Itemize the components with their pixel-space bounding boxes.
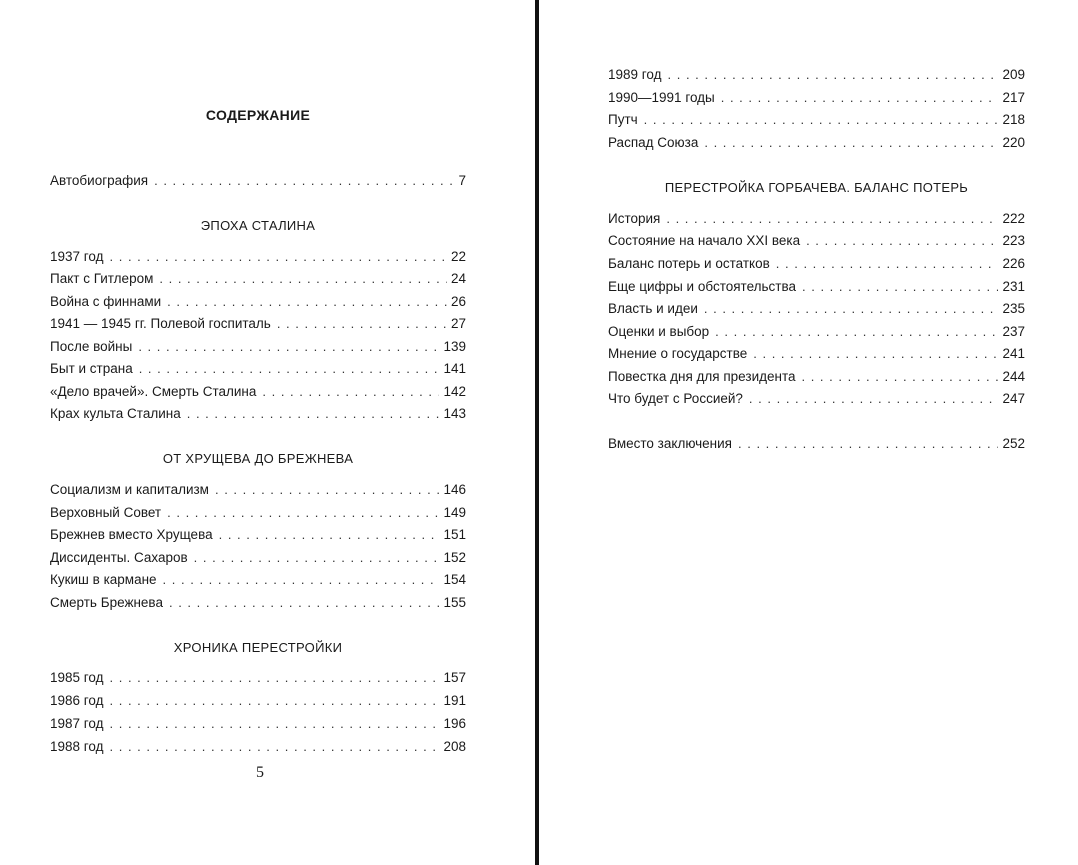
- toc-entry-label: Кукиш в кармане: [50, 572, 157, 587]
- toc-entry[interactable]: [50, 691, 466, 711]
- toc-entry-page: 151: [443, 527, 466, 542]
- toc-entry-label: Автобиография: [50, 173, 149, 188]
- toc-entry-page: 152: [443, 550, 466, 565]
- toc-entry[interactable]: [608, 389, 1025, 409]
- toc-entry-page: 231: [1002, 279, 1025, 294]
- toc-entry[interactable]: [50, 525, 466, 545]
- toc-entry-page: 220: [1002, 135, 1025, 150]
- page-number: 5: [256, 764, 264, 781]
- toc-leader-dots: [721, 88, 999, 108]
- toc-entry-label: Война с финнами: [50, 294, 162, 309]
- toc-entry-label: 1985 год: [50, 670, 104, 685]
- toc-entry-label: 1990—1991 годы: [608, 90, 715, 105]
- toc-entry-page: 149: [443, 505, 466, 520]
- toc-leader-dots: [668, 65, 999, 85]
- toc-leader-dots: [194, 548, 440, 568]
- page-gutter-divider: [533, 0, 541, 865]
- toc-leader-dots: [187, 404, 440, 424]
- toc-entry[interactable]: [50, 480, 466, 500]
- toc-entry[interactable]: [50, 548, 466, 568]
- toc-entry-label: Оценки и выбор: [608, 324, 710, 339]
- toc-entry[interactable]: [608, 110, 1025, 130]
- toc-entry-label: Состояние на начало XXI века: [608, 233, 801, 248]
- toc-entry-page: 143: [443, 406, 466, 421]
- toc-entry[interactable]: [50, 314, 466, 334]
- toc-entry-label: «Дело врачей». Смерть Сталина: [50, 384, 257, 399]
- toc-leader-dots: [110, 714, 440, 734]
- toc-entry-page: 209: [1002, 67, 1025, 82]
- toc-leader-dots: [139, 359, 440, 379]
- toc-entry-label: 1941 — 1945 гг. Полевой госпиталь: [50, 316, 271, 331]
- toc-entry-page: 218: [1002, 112, 1025, 127]
- left-page: [0, 0, 533, 865]
- toc-entry[interactable]: [608, 322, 1025, 342]
- toc-entry[interactable]: [50, 404, 466, 424]
- toc-entry[interactable]: [608, 344, 1025, 364]
- toc-entry-label: Брежнев вместо Хрущева: [50, 527, 213, 542]
- toc-entry[interactable]: [608, 254, 1025, 274]
- toc-entry-page: 139: [443, 339, 466, 354]
- toc-entry-label: 1989 год: [608, 67, 662, 82]
- toc-entry-page: 22: [450, 249, 466, 264]
- toc-entry-label: Мнение о государстве: [608, 346, 748, 361]
- toc-entry-page: 241: [1002, 346, 1025, 361]
- toc-leader-dots: [715, 322, 998, 342]
- toc-entry[interactable]: [50, 668, 466, 688]
- section-heading: ПЕРЕСТРОЙКА ГОРБАЧЕВА. БАЛАНС ПОТЕРЬ: [664, 180, 969, 195]
- toc-entry-label: Власть и идеи: [608, 301, 698, 316]
- toc-entry-page: 244: [1002, 369, 1025, 384]
- toc-entry-label: Что будет с Россией?: [608, 391, 743, 406]
- toc-entry[interactable]: [608, 231, 1025, 251]
- toc-leader-dots: [644, 110, 999, 130]
- section-heading: ОТ ХРУЩЕВА ДО БРЕЖНЕВА: [162, 451, 354, 466]
- toc-entry[interactable]: [50, 503, 466, 523]
- toc-entry[interactable]: [50, 714, 466, 734]
- toc-entry[interactable]: [608, 133, 1025, 153]
- toc-leader-dots: [110, 691, 440, 711]
- toc-entry-label: Верховный Совет: [50, 505, 162, 520]
- toc-entry-label: Путч: [608, 112, 638, 127]
- toc-entry-page: 27: [450, 316, 466, 331]
- toc-entry-label: Повестка дня для президента: [608, 369, 796, 384]
- toc-entry-label: 1986 год: [50, 693, 104, 708]
- toc-entry[interactable]: [608, 65, 1025, 85]
- toc-entry-label: После войны: [50, 339, 133, 354]
- toc-leader-dots: [167, 292, 447, 312]
- toc-entry[interactable]: [608, 434, 1025, 454]
- toc-entry-label: История: [608, 211, 661, 226]
- toc-entry[interactable]: [608, 209, 1025, 229]
- toc-entry-label: Смерть Брежнева: [50, 595, 163, 610]
- toc-entry[interactable]: [50, 593, 466, 613]
- toc-entry-label: Диссиденты. Сахаров: [50, 550, 188, 565]
- toc-leader-dots: [738, 434, 998, 454]
- toc-entry-page: 154: [443, 572, 466, 587]
- toc-leader-dots: [749, 389, 999, 409]
- toc-entry[interactable]: [50, 382, 466, 402]
- toc-leader-dots: [704, 133, 998, 153]
- toc-leader-dots: [215, 480, 440, 500]
- toc-leader-dots: [167, 503, 439, 523]
- toc-entry-page: 155: [443, 595, 466, 610]
- toc-entry-page: 157: [443, 670, 466, 685]
- toc-entry-page: 7: [458, 173, 466, 188]
- toc-leader-dots: [219, 525, 440, 545]
- toc-leader-dots: [110, 668, 440, 688]
- toc-entry[interactable]: [608, 367, 1025, 387]
- toc-leader-dots: [277, 314, 447, 334]
- toc-leader-dots: [163, 570, 440, 590]
- toc-entry-page: 226: [1002, 256, 1025, 271]
- toc-entry-page: 142: [443, 384, 466, 399]
- toc-leader-dots: [704, 299, 999, 319]
- toc-entry-page: 191: [443, 693, 466, 708]
- toc-entry-page: 252: [1002, 436, 1025, 451]
- toc-leader-dots: [110, 737, 440, 757]
- toc-entry-page: 196: [443, 716, 466, 731]
- toc-entry[interactable]: [50, 359, 466, 379]
- toc-entry-label: 1987 год: [50, 716, 104, 731]
- toc-leader-dots: [806, 231, 998, 251]
- toc-entry[interactable]: [608, 88, 1025, 108]
- toc-entry-page: 235: [1002, 301, 1025, 316]
- toc-entry-page: 222: [1002, 211, 1025, 226]
- toc-entry[interactable]: [50, 570, 466, 590]
- toc-leader-dots: [110, 247, 447, 267]
- toc-title: СОДЕРЖАНИЕ: [205, 107, 311, 123]
- toc-entry-label: Быт и страна: [50, 361, 133, 376]
- toc-leader-dots: [666, 209, 998, 229]
- toc-entry-page: 208: [443, 739, 466, 754]
- toc-entry-page: 247: [1002, 391, 1025, 406]
- toc-entry-label: Социализм и капитализм: [50, 482, 209, 497]
- toc-entry-page: 24: [450, 271, 466, 286]
- toc-entry[interactable]: [608, 277, 1025, 297]
- section-heading: ХРОНИКА ПЕРЕСТРОЙКИ: [173, 640, 343, 655]
- toc-entry[interactable]: [50, 337, 466, 357]
- toc-entry[interactable]: [50, 737, 466, 757]
- toc-leader-dots: [776, 254, 999, 274]
- toc-entry-page: 141: [443, 361, 466, 376]
- toc-leader-dots: [154, 171, 454, 191]
- toc-entry[interactable]: [50, 292, 466, 312]
- toc-leader-dots: [159, 269, 447, 289]
- toc-entry-page: 223: [1002, 233, 1025, 248]
- toc-leader-dots: [802, 277, 998, 297]
- toc-leader-dots: [753, 344, 998, 364]
- toc-entry-page: 146: [443, 482, 466, 497]
- toc-entry-label: 1988 год: [50, 739, 104, 754]
- toc-entry[interactable]: [50, 247, 466, 267]
- toc-entry-label: Пакт с Гитлером: [50, 271, 154, 286]
- toc-entry-label: 1937 год: [50, 249, 104, 264]
- toc-entry-label: Крах культа Сталина: [50, 406, 181, 421]
- toc-entry-page: 217: [1002, 90, 1025, 105]
- toc-entry-label: Вместо заключения: [608, 436, 732, 451]
- toc-leader-dots: [138, 337, 439, 357]
- toc-leader-dots: [801, 367, 998, 387]
- toc-entry-label: Баланс потерь и остатков: [608, 256, 770, 271]
- toc-entry-label: Еще цифры и обстоятельства: [608, 279, 797, 294]
- toc-entry-page: 237: [1002, 324, 1025, 339]
- toc-entry-label: Распад Союза: [608, 135, 699, 150]
- toc-entry[interactable]: [50, 171, 466, 191]
- toc-entry[interactable]: [50, 269, 466, 289]
- section-heading: ЭПОХА СТАЛИНА: [200, 218, 316, 233]
- toc-leader-dots: [262, 382, 439, 402]
- toc-leader-dots: [169, 593, 440, 613]
- toc-entry-page: 26: [450, 294, 466, 309]
- toc-entry[interactable]: [608, 299, 1025, 319]
